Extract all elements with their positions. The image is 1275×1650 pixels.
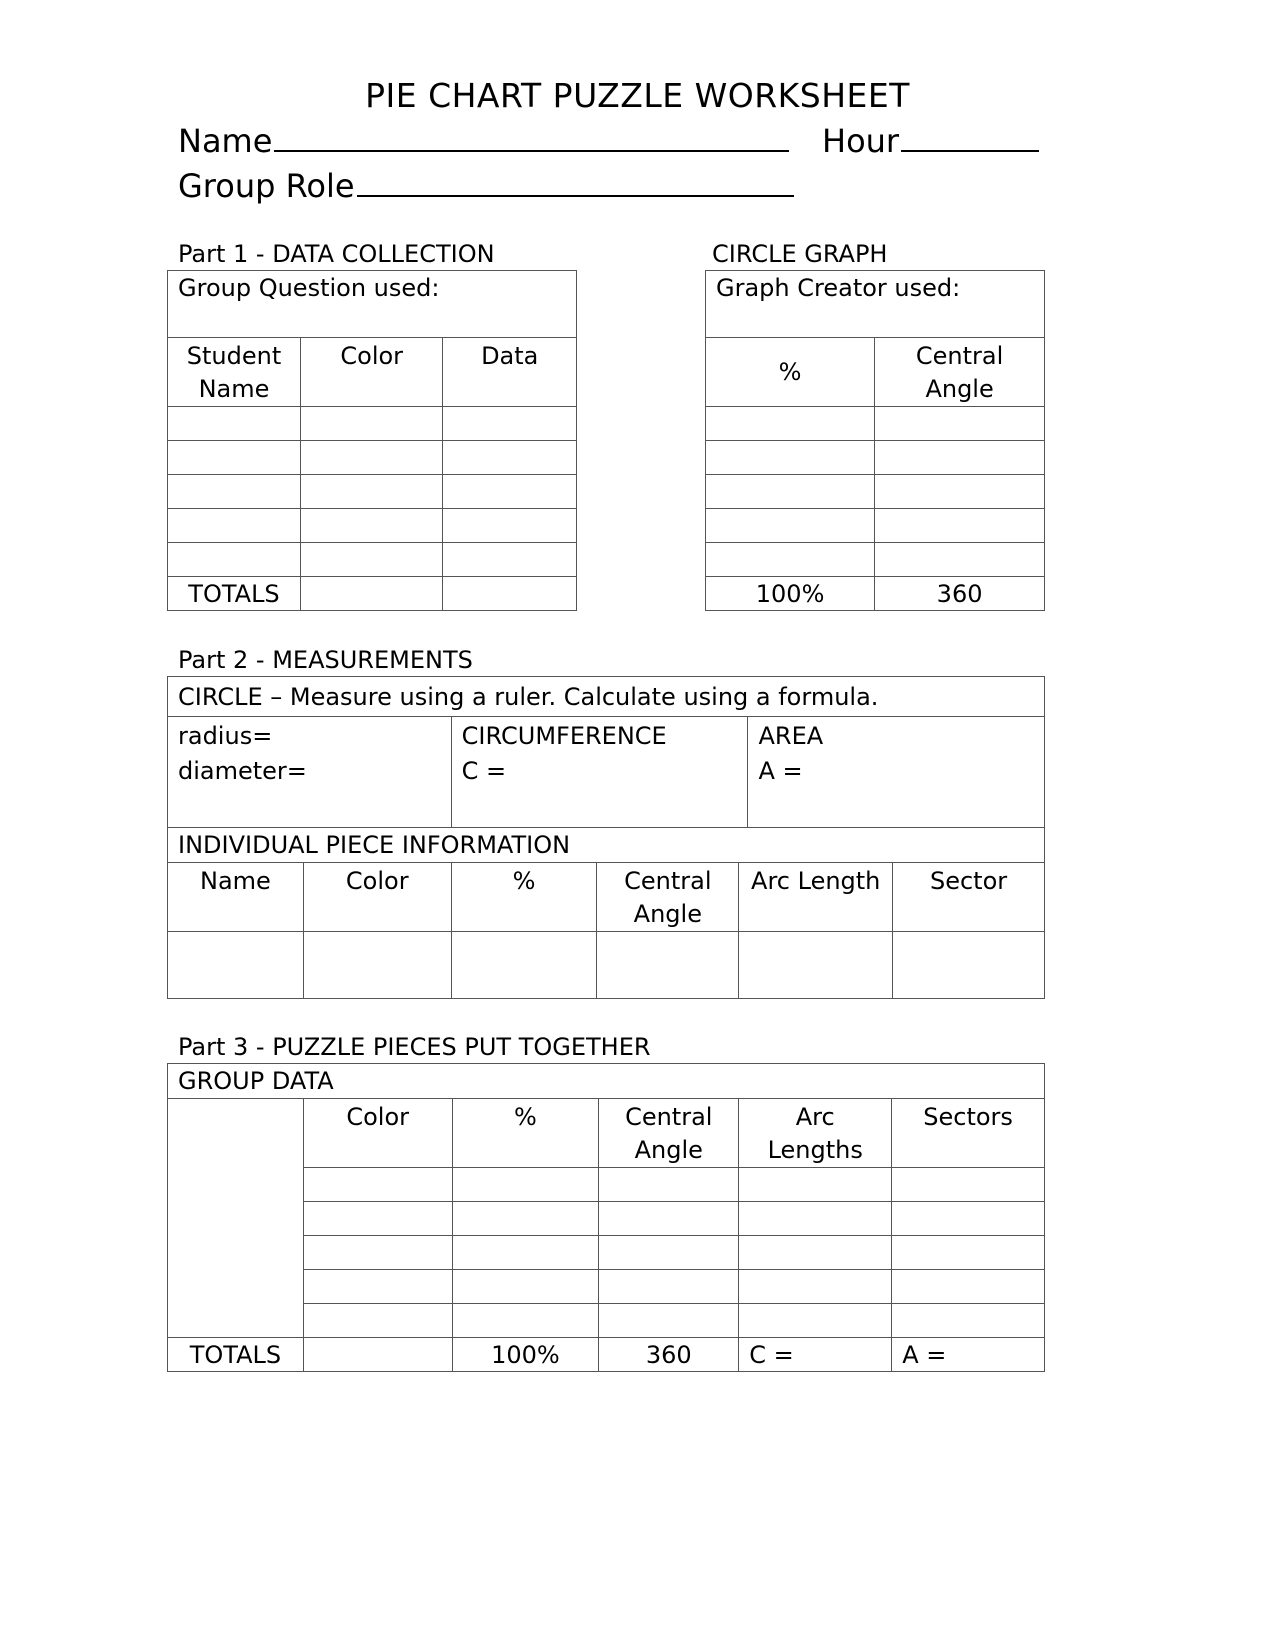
name-line[interactable] <box>178 120 789 160</box>
central-angle-cell[interactable] <box>875 543 1045 577</box>
graph-creator-label: Graph Creator used: <box>716 274 961 302</box>
worksheet-title: PIE CHART PUZZLE WORKSHEET <box>365 76 910 115</box>
sector-cell[interactable] <box>892 1270 1045 1304</box>
individual-piece-heading: INDIVIDUAL PIECE INFORMATION <box>168 828 1045 863</box>
diameter-label: diameter= <box>178 757 307 785</box>
central-angle-cell[interactable] <box>875 407 1045 441</box>
circle-graph-heading: CIRCLE GRAPH <box>712 240 888 268</box>
circumference-total[interactable]: C = <box>739 1338 892 1372</box>
table-row <box>706 543 1045 577</box>
color-total-cell[interactable] <box>300 577 442 611</box>
data-cell[interactable] <box>443 441 577 475</box>
angle-total: 360 <box>599 1338 739 1372</box>
sector-cell[interactable] <box>893 932 1045 999</box>
data-header: Data <box>443 338 577 407</box>
percent-cell[interactable] <box>452 1202 599 1236</box>
arc-length-cell[interactable] <box>739 932 893 999</box>
part2-heading: Part 2 - MEASUREMENTS <box>178 646 473 674</box>
student-name-header: Student Name <box>168 338 301 407</box>
circle-instruction: CIRCLE – Measure using a ruler. Calculate using a formula. <box>168 677 1045 717</box>
percent-cell[interactable] <box>452 1304 599 1338</box>
area-total[interactable]: A = <box>892 1338 1045 1372</box>
radius-label: radius= <box>178 722 273 750</box>
group-data-table <box>167 1063 1045 1372</box>
percent-cell[interactable] <box>706 475 875 509</box>
central-angle-cell[interactable] <box>597 932 739 999</box>
color-header: Color <box>300 338 442 407</box>
percent-total: 100% <box>706 577 875 611</box>
percent-cell[interactable] <box>706 407 875 441</box>
arc-length-cell[interactable] <box>739 1168 892 1202</box>
table-row <box>168 441 577 475</box>
student-name-cell[interactable] <box>168 441 301 475</box>
circle-graph-table <box>705 270 1045 611</box>
totals-row <box>168 1338 1045 1372</box>
color-cell[interactable] <box>300 475 442 509</box>
percent-total: 100% <box>452 1338 599 1372</box>
percent-cell[interactable] <box>452 1168 599 1202</box>
data-cell[interactable] <box>443 543 577 577</box>
color-cell[interactable] <box>303 1270 452 1304</box>
color-cell[interactable] <box>303 1168 452 1202</box>
arc-lengths-header: Arc Lengths <box>739 1099 892 1168</box>
central-angle-cell[interactable] <box>875 509 1045 543</box>
part3-heading: Part 3 - PUZZLE PIECES PUT TOGETHER <box>178 1033 651 1061</box>
table-row <box>706 509 1045 543</box>
data-cell[interactable] <box>443 475 577 509</box>
sectors-header: Sectors <box>892 1099 1045 1168</box>
central-angle-cell[interactable] <box>599 1304 739 1338</box>
central-angle-cell[interactable] <box>599 1270 739 1304</box>
arc-length-cell[interactable] <box>739 1236 892 1270</box>
data-total-cell[interactable] <box>443 577 577 611</box>
name-cell[interactable] <box>168 932 304 999</box>
name-blank[interactable] <box>274 120 789 152</box>
student-name-cell[interactable] <box>168 543 301 577</box>
totals-label: TOTALS <box>168 1338 304 1372</box>
percent-header: % <box>451 863 597 932</box>
name-header: Name <box>168 863 304 932</box>
group-data-label: GROUP DATA <box>168 1064 1045 1099</box>
sector-cell[interactable] <box>892 1202 1045 1236</box>
percent-cell[interactable] <box>706 441 875 475</box>
totals-row <box>168 577 577 611</box>
data-collection-table <box>167 270 577 611</box>
part1-heading: Part 1 - DATA COLLECTION <box>178 240 495 268</box>
percent-header: % <box>706 338 875 407</box>
hour-label: Hour <box>822 122 900 160</box>
central-angle-cell[interactable] <box>875 441 1045 475</box>
color-cell[interactable] <box>303 1236 452 1270</box>
central-angle-cell[interactable] <box>599 1236 739 1270</box>
name-label: Name <box>178 122 273 160</box>
group-role-label: Group Role <box>178 167 355 205</box>
sector-cell[interactable] <box>892 1168 1045 1202</box>
color-cell[interactable] <box>303 932 451 999</box>
arc-length-cell[interactable] <box>739 1304 892 1338</box>
circle-measurements-table <box>167 676 1045 828</box>
color-cell[interactable] <box>300 543 442 577</box>
percent-header: % <box>452 1099 599 1168</box>
group-question-label: Group Question used: <box>178 274 440 302</box>
table-row <box>706 475 1045 509</box>
percent-cell[interactable] <box>706 543 875 577</box>
table-row <box>706 407 1045 441</box>
central-angle-cell[interactable] <box>875 475 1045 509</box>
table-row <box>168 543 577 577</box>
area-formula: A = <box>758 757 803 785</box>
hour-line[interactable] <box>822 120 1039 160</box>
color-cell[interactable] <box>300 407 442 441</box>
color-cell[interactable] <box>300 509 442 543</box>
student-name-cell[interactable] <box>168 509 301 543</box>
percent-cell[interactable] <box>452 1270 599 1304</box>
totals-label: TOTALS <box>168 577 301 611</box>
data-cell[interactable] <box>443 407 577 441</box>
table-row <box>168 475 577 509</box>
table-row <box>706 441 1045 475</box>
color-header: Color <box>303 863 451 932</box>
area-cell[interactable] <box>748 717 1045 828</box>
arc-length-cell[interactable] <box>739 1270 892 1304</box>
group-role-blank[interactable] <box>357 165 794 197</box>
central-angle-cell[interactable] <box>599 1168 739 1202</box>
individual-piece-table <box>167 827 1045 999</box>
data-cell[interactable] <box>443 509 577 543</box>
circumference-cell[interactable] <box>451 717 748 828</box>
graph-creator-cell[interactable] <box>706 271 1045 338</box>
area-label: AREA <box>758 722 824 750</box>
table-header-row <box>706 338 1045 407</box>
table-row <box>168 407 577 441</box>
radius-diameter-cell[interactable] <box>168 717 452 828</box>
color-header: Color <box>303 1099 452 1168</box>
totals-row <box>706 577 1045 611</box>
arc-length-cell[interactable] <box>739 1202 892 1236</box>
central-angle-header: Central Angle <box>875 338 1045 407</box>
group-question-cell[interactable] <box>168 271 577 338</box>
angle-total: 360 <box>875 577 1045 611</box>
group-role-line[interactable] <box>178 165 794 205</box>
central-angle-cell[interactable] <box>599 1202 739 1236</box>
table-row <box>168 509 577 543</box>
student-name-cell[interactable] <box>168 475 301 509</box>
percent-cell[interactable] <box>451 932 597 999</box>
hour-blank[interactable] <box>901 120 1039 152</box>
table-header-row <box>168 1099 1045 1168</box>
percent-cell[interactable] <box>452 1236 599 1270</box>
arc-length-header: Arc Length <box>739 863 893 932</box>
central-angle-header: Central Angle <box>599 1099 739 1168</box>
sector-header: Sector <box>893 863 1045 932</box>
table-header-row <box>168 863 1045 932</box>
percent-cell[interactable] <box>706 509 875 543</box>
central-angle-header: Central Angle <box>597 863 739 932</box>
table-row <box>168 932 1045 999</box>
color-cell[interactable] <box>303 1202 452 1236</box>
circumference-formula: C = <box>461 757 507 785</box>
color-cell[interactable] <box>303 1304 452 1338</box>
student-name-cell[interactable] <box>168 407 301 441</box>
circumference-label: CIRCUMFERENCE <box>461 722 667 750</box>
table-header-row <box>168 338 577 407</box>
sector-cell[interactable] <box>892 1304 1045 1338</box>
color-total-cell[interactable] <box>303 1338 452 1372</box>
group-side-cell[interactable] <box>168 1099 304 1338</box>
sector-cell[interactable] <box>892 1236 1045 1270</box>
color-cell[interactable] <box>300 441 442 475</box>
